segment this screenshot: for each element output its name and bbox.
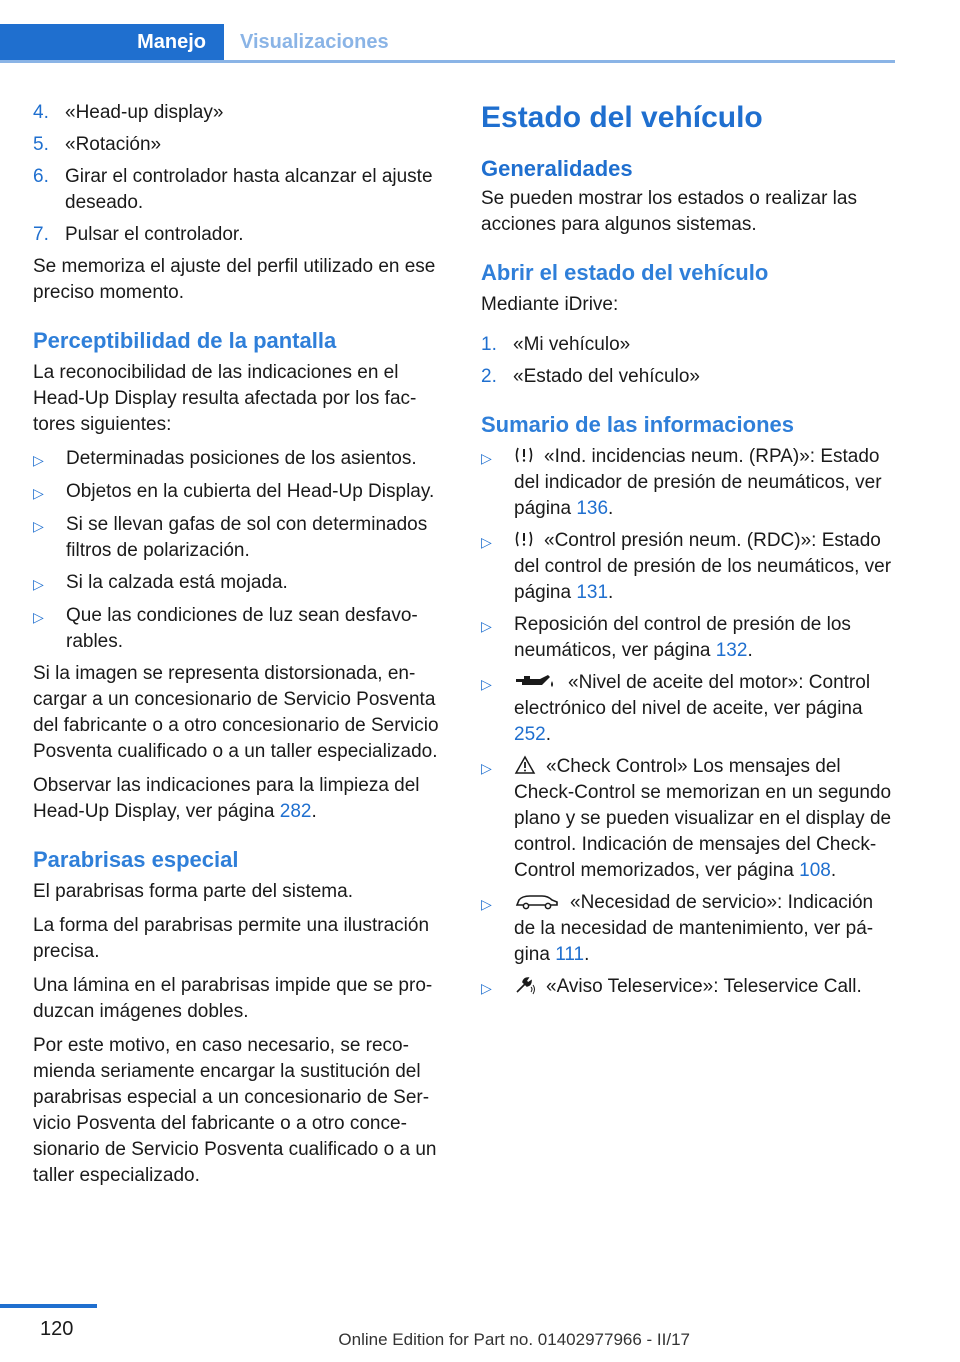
bullet-text: Determinadas posiciones de los asientos. xyxy=(66,448,417,469)
page-link-132[interactable]: 132 xyxy=(715,640,748,661)
section-heading-parabrisas: Parabrisas especial xyxy=(33,847,239,872)
bullet-triangle-icon: ▷ xyxy=(481,896,492,912)
list-item xyxy=(481,332,896,358)
header-bar xyxy=(0,0,895,63)
item-text: «Check Control» Los mensajes del Check-Control se memorizan en un segundo plano y se pueden visualizar en el display de control. Indicación de mensajes del Check-Control memorizados, ver página xyxy=(514,756,892,881)
step-text: «Mi vehículo» xyxy=(513,334,631,355)
list-item: ▷ Reposición del control de presión de los neumáticos, ver página 132. xyxy=(481,612,896,664)
list-item xyxy=(33,132,448,158)
list-item xyxy=(481,974,896,1001)
step-text: «Estado del vehículo» xyxy=(513,366,700,387)
step-number: 6. xyxy=(33,166,49,187)
tire-pressure-icon xyxy=(514,529,534,549)
bullet-triangle-icon: ▷ xyxy=(481,760,492,776)
step-text: «Rotación» xyxy=(65,134,162,155)
page-link-108[interactable]: 108 xyxy=(799,860,831,881)
step-number: 7. xyxy=(33,224,49,245)
list-item xyxy=(481,364,896,390)
step-text: Girar el controlador hasta alcanzar el ajuste deseado. xyxy=(65,166,433,213)
item-text: «Aviso Teleservice»: Teleservice Call. xyxy=(546,976,862,997)
page-link-111[interactable]: 111 xyxy=(555,944,585,965)
step-number: 2. xyxy=(481,366,497,387)
item-text: «Necesidad de servicio»: Indicación de la necesidad de mantenimiento, ver página xyxy=(514,892,874,965)
paragraph: Por este motivo, en caso necesario, se recomienda seriamente encargar la sustitución del parabrisas especial a un concesionario de Servicio Posventa del fabricante o a otro concesionario de Servicio Posventa cualificado o a un taller especializado. xyxy=(33,1035,437,1186)
bullet-triangle-icon: ▷ xyxy=(481,534,492,550)
tab-visualizaciones[interactable]: Visualizaciones xyxy=(240,31,389,53)
list-item xyxy=(33,164,448,216)
list-item xyxy=(33,446,448,473)
paragraph: El parabrisas forma parte del sistema. xyxy=(33,881,353,902)
paragraph: Se memoriza el ajuste del perfil utilizado en ese preciso momento. xyxy=(33,256,436,303)
teleservice-wrench-icon xyxy=(514,975,536,995)
tire-pressure-icon xyxy=(514,445,534,465)
list-item: ▷ «Check Control» Los mensajes del Check-Control se memorizan en un segundo plano y se pueden visualizar en el display de control. Indicación de mensajes del Check-Control memorizados, ver página 108. xyxy=(481,754,896,884)
page-link-282[interactable]: 282 xyxy=(279,801,312,822)
item-text: «Ind. incidencias neum. (RPA)»: Estado del indicador de presión de neumáticos, ver página xyxy=(514,446,882,519)
list-item xyxy=(33,479,448,506)
paragraph: Si la imagen se representa distorsionada, encargar a un concesionario de Servicio Posventa del fabricante o a otro concesionario de Servicio Posventa cualificado o a un taller especializado. xyxy=(33,663,439,762)
step-text: «Head-up display» xyxy=(65,102,224,123)
bullet-triangle-icon: ▷ xyxy=(33,485,44,501)
page-link-131[interactable]: 131 xyxy=(576,582,609,603)
page-link-136[interactable]: 136 xyxy=(576,498,609,519)
bullet-triangle-icon: ▷ xyxy=(33,576,44,592)
left-column xyxy=(33,100,448,1197)
list-item xyxy=(33,512,448,564)
list-item xyxy=(33,100,448,126)
bullet-triangle-icon: ▷ xyxy=(481,980,492,996)
bullet-triangle-icon: ▷ xyxy=(481,450,492,466)
item-text: «Nivel de aceite del motor»: Control electrónico del nivel de aceite, ver página xyxy=(514,672,871,719)
paragraph: La reconocibilidad de las indicaciones en el Head-Up Display resulta afectada por los factores siguientes: xyxy=(33,362,417,435)
step-text: Pulsar el controlador. xyxy=(65,224,244,245)
paragraph: Observar las indicaciones para la limpieza del Head-Up Display, ver página 282. xyxy=(33,775,420,822)
list-item xyxy=(33,603,448,655)
step-number: 5. xyxy=(33,134,49,155)
section-heading-generalidades: Generalidades xyxy=(481,156,633,181)
section-heading-abrir: Abrir el estado del vehículo xyxy=(481,260,769,285)
item-text: Reposición del control de presión de los neumáticos, ver página xyxy=(514,614,851,661)
section-heading-perceptibilidad: Perceptibilidad de la pantalla xyxy=(33,328,337,353)
tab-manejo[interactable]: Manejo xyxy=(0,24,224,61)
oil-level-icon xyxy=(514,671,558,691)
service-car-icon xyxy=(514,891,560,911)
bullet-text: Si la calzada está mojada. xyxy=(66,572,288,593)
list-item xyxy=(33,570,448,597)
bullet-triangle-icon: ▷ xyxy=(33,518,44,534)
footer-edition: Online Edition for Part no. 01402977966 - II/17 xyxy=(338,1330,690,1349)
right-column xyxy=(481,100,896,1007)
list-item: ▷ «Nivel de aceite del motor»: Control electrónico del nivel de aceite, ver página 252. xyxy=(481,670,896,748)
bullet-text: Que las condiciones de luz sean desfavorables. xyxy=(66,605,418,652)
warning-triangle-icon xyxy=(514,755,536,775)
list-item: ▷ «Ind. incidencias neum. (RPA)»: Estado del indicador de presión de neumáticos, ver página 136. xyxy=(481,444,896,522)
list-item xyxy=(33,222,448,248)
bullet-triangle-icon: ▷ xyxy=(481,676,492,692)
bullet-text: Si se llevan gafas de sol con determinados filtros de polarización. xyxy=(66,514,428,561)
bullet-text: Objetos en la cubierta del Head-Up Display. xyxy=(66,481,435,502)
list-item: ▷ «Control presión neum. (RDC)»: Estado del control de presión de los neumáticos, ver página 131. xyxy=(481,528,896,606)
page-title: Estado del vehículo xyxy=(481,101,763,134)
step-number: 1. xyxy=(481,334,497,355)
header-divider xyxy=(0,60,895,63)
page-number: 120 xyxy=(40,1318,74,1340)
list-item: ▷ «Necesidad de servicio»: Indicación de la necesidad de mantenimiento, ver página 111. xyxy=(481,890,896,968)
step-number: 4. xyxy=(33,102,49,123)
paragraph-text: Observar las indicaciones para la limpieza del Head-Up Display, ver página xyxy=(33,775,420,822)
paragraph: Se pueden mostrar los estados o realizar las acciones para algunos sistemas. xyxy=(481,188,857,235)
bullet-triangle-icon: ▷ xyxy=(33,609,44,625)
item-text: «Control presión neum. (RDC)»: Estado del control de presión de los neumáticos, ver página xyxy=(514,530,892,603)
page-number-bar xyxy=(0,1304,97,1308)
bullet-triangle-icon: ▷ xyxy=(33,452,44,468)
paragraph: Mediante iDrive: xyxy=(481,294,619,315)
section-heading-sumario: Sumario de las informaciones xyxy=(481,412,794,437)
page-link-252[interactable]: 252 xyxy=(514,724,546,745)
bullet-triangle-icon: ▷ xyxy=(481,618,492,634)
paragraph: Una lámina en el parabrisas impide que se produzcan imágenes dobles. xyxy=(33,975,433,1022)
paragraph: La forma del parabrisas permite una ilustración precisa. xyxy=(33,915,430,962)
